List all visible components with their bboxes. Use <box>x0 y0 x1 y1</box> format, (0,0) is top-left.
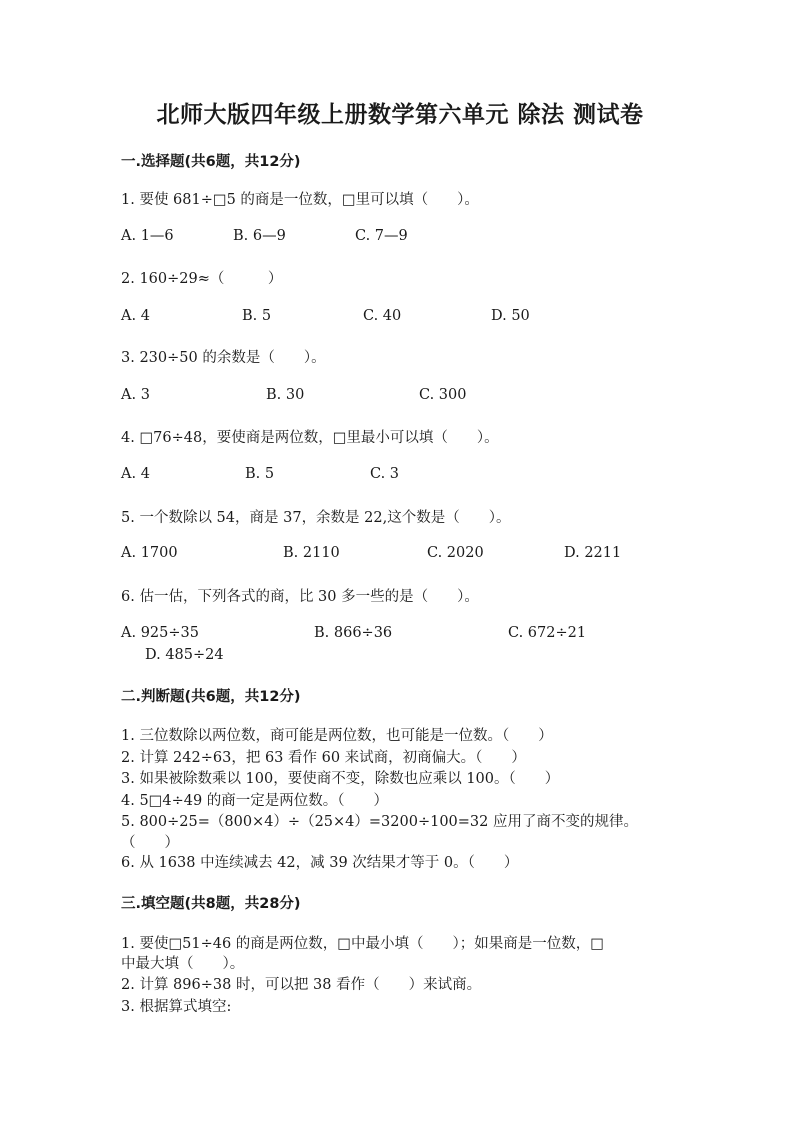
q4-option-a: A. 4 <box>121 466 150 482</box>
q2-option-b: B. 5 <box>242 308 272 324</box>
judgement-item-5-blank: （ ） <box>121 835 179 851</box>
q1-option-b: B. 6—9 <box>233 228 286 244</box>
q3-option-c: C. 300 <box>419 387 467 403</box>
q4-option-c: C. 3 <box>370 466 400 482</box>
q4-option-b: B. 5 <box>245 466 275 482</box>
judgement-item-2: 2. 计算 242÷63，把 63 看作 60 来试商，初商偏大。（ ） <box>121 750 526 766</box>
judgement-item-5: 5. 800÷25=（800×4）÷（25×4）=3200÷100=32 应用了商不变的规律。 <box>121 814 638 830</box>
question-1: 1. 要使 681÷□5 的商是一位数，□里可以填（ ）。 <box>121 192 479 208</box>
q5-option-c: C. 2020 <box>427 545 484 561</box>
q6-option-b: B. 866÷36 <box>314 625 393 641</box>
q3-option-b: B. 30 <box>266 387 305 403</box>
question-6: 6. 估一估，下列各式的商，比 30 多一些的是（ ）。 <box>121 589 479 605</box>
fill-item-2: 2. 计算 896÷38 时，可以把 38 看作（ ）来试商。 <box>121 977 482 993</box>
section-heading-fill-blank: 三.填空题(共8题，共28分) <box>121 896 301 912</box>
judgement-item-3: 3. 如果被除数乘以 100，要使商不变，除数也应乘以 100。（ ） <box>121 771 560 787</box>
q2-option-d: D. 50 <box>491 308 530 324</box>
fill-item-1: 1. 要使□51÷46 的商是两位数，□中最小填（ ）；如果商是一位数，□ <box>121 936 604 952</box>
section-heading-choice: 一.选择题(共6题，共12分) <box>121 154 301 170</box>
q6-option-a: A. 925÷35 <box>121 625 199 641</box>
q5-option-b: B. 2110 <box>283 545 340 561</box>
fill-item-3: 3. 根据算式填空: <box>121 999 232 1015</box>
page-title: 北师大版四年级上册数学第六单元 除法 测试卷 <box>156 102 644 128</box>
fill-item-1-cont: 中最大填（ ）。 <box>121 956 245 972</box>
judgement-item-4: 4. 5□4÷49 的商一定是两位数。（ ） <box>121 793 389 809</box>
q1-option-c: C. 7—9 <box>355 228 408 244</box>
judgement-item-1: 1. 三位数除以两位数，商可能是两位数，也可能是一位数。（ ） <box>121 728 553 744</box>
q2-option-a: A. 4 <box>121 308 150 324</box>
question-4: 4. □76÷48，要使商是两位数，□里最小可以填（ ）。 <box>121 430 499 446</box>
judgement-item-6: 6. 从 1638 中连续减去 42，减 39 次结果才等于 0。（ ） <box>121 855 519 871</box>
q2-option-c: C. 40 <box>363 308 402 324</box>
question-2: 2. 160÷29≈（ ） <box>121 271 283 287</box>
question-3: 3. 230÷50 的余数是（ ）。 <box>121 350 326 366</box>
question-5: 5. 一个数除以 54，商是 37，余数是 22,这个数是（ ）。 <box>121 510 511 526</box>
section-heading-judgement: 二.判断题(共6题，共12分) <box>121 689 301 705</box>
q5-option-a: A. 1700 <box>121 545 178 561</box>
q3-option-a: A. 3 <box>121 387 150 403</box>
q6-option-d: D. 485÷24 <box>145 647 224 663</box>
q6-option-c: C. 672÷21 <box>508 625 587 641</box>
q5-option-d: D. 2211 <box>564 545 622 561</box>
q1-option-a: A. 1—6 <box>121 228 174 244</box>
